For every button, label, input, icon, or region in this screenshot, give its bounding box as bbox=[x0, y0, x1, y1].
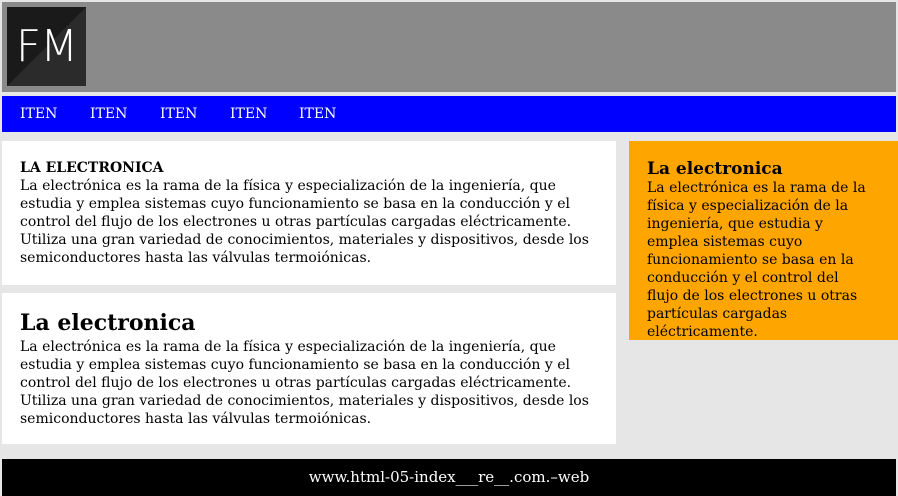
article-body: La electrónica es la rama de la física y especialización de la ingeniería, que estudia y emplea sistemas cuyo funcionamiento se basa en la conducción y el control del flujo de los electrones u otras partículas cargadas eléctricamente. Utiliza una gran variedad de conocimientos, materiales y dispositivos, desde los semiconductores hasta las válvulas termoiónicas. bbox=[20, 339, 589, 427]
nav-item-2[interactable]: ITEN bbox=[90, 106, 128, 122]
footer-text: www.html-05-index___re__.com.–web bbox=[308, 468, 590, 486]
site-footer bbox=[2, 459, 896, 496]
sidebar-title: La electronica bbox=[647, 159, 783, 179]
nav-item-1[interactable]: ITEN bbox=[20, 106, 58, 122]
article-title: LA ELECTRONICA bbox=[20, 160, 164, 176]
sidebar-body: La electrónica es la rama de la física y especialización de la ingeniería, que estudia y emplea sistemas cuyo funcionamiento se basa en la conducción y el control del flujo de los electrones u otras partículas cargadas eléctricamente. bbox=[647, 180, 866, 340]
site-header bbox=[2, 2, 896, 92]
nav-item-3[interactable]: ITEN bbox=[160, 106, 198, 122]
article-body: La electrónica es la rama de la física y especialización de la ingeniería, que estudia y emplea sistemas cuyo funcionamiento se basa en la conducción y el control del flujo de los electrones u otras partículas cargadas eléctricamente. Utiliza una gran variedad de conocimientos, materiales y dispositivos, desde los semiconductores hasta las válvulas termoiónicas. bbox=[20, 178, 589, 266]
article-title: La electronica bbox=[20, 310, 196, 336]
article-card-1 bbox=[2, 141, 616, 285]
article-card-2 bbox=[2, 293, 616, 444]
site-logo[interactable]: FM bbox=[7, 7, 86, 86]
sidebar-box bbox=[629, 141, 898, 340]
main-nav bbox=[2, 96, 896, 132]
nav-item-4[interactable]: ITEN bbox=[230, 106, 268, 122]
nav-item-5[interactable]: ITEN bbox=[299, 106, 337, 122]
